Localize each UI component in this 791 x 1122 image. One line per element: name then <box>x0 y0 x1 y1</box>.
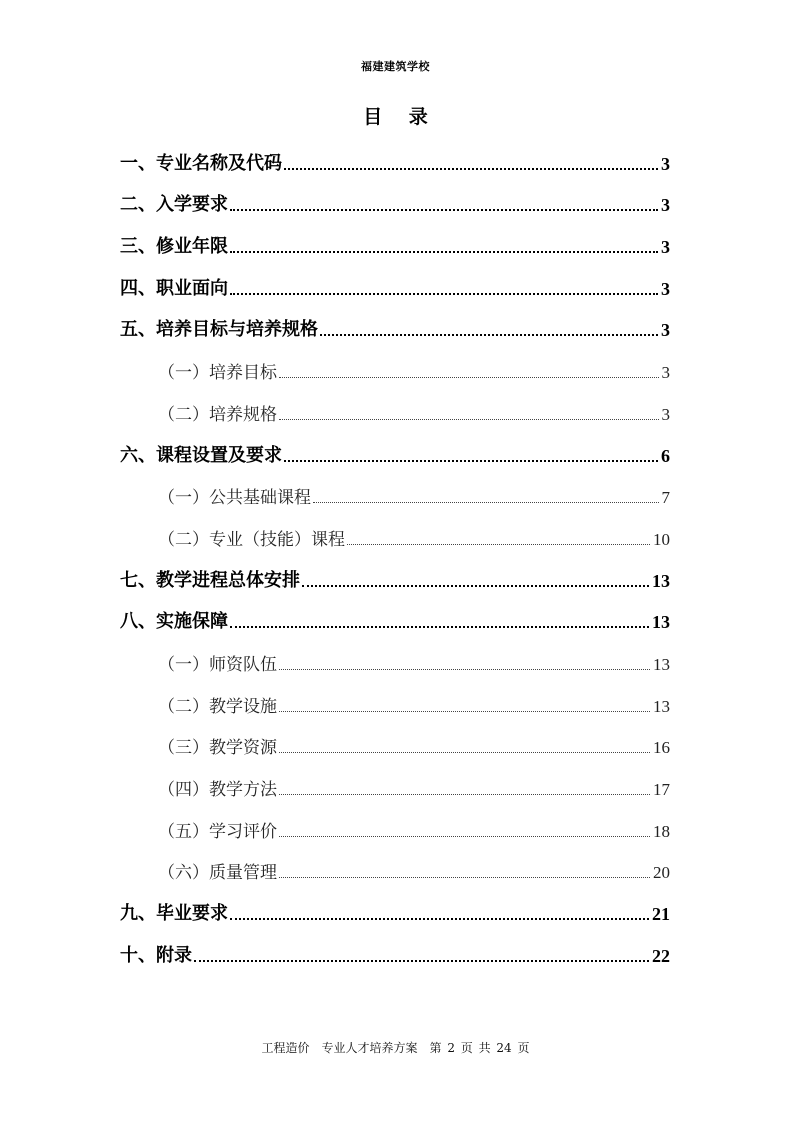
toc-page-number: 21 <box>652 904 670 925</box>
toc-page-number: 3 <box>661 404 670 424</box>
toc-page-number: 3 <box>661 363 670 383</box>
toc-entry[interactable] <box>0 220 791 262</box>
toc-page-number: 18 <box>653 821 670 841</box>
toc-dot-leader <box>279 669 650 670</box>
toc-dot-leader <box>230 918 649 920</box>
toc-entry[interactable] <box>0 929 791 971</box>
toc-subentry[interactable] <box>0 762 791 804</box>
toc-dot-leader <box>194 960 649 962</box>
toc-subentry[interactable] <box>0 637 791 679</box>
toc-entry-label: 六、课程设置及要求 <box>120 444 282 466</box>
toc-entry[interactable] <box>0 554 791 596</box>
toc-dot-leader <box>279 877 650 878</box>
toc-entry-label: 四、职业面向 <box>120 277 228 299</box>
toc-dot-leader <box>279 377 659 378</box>
toc-dot-leader <box>230 209 658 211</box>
toc-page-number: 7 <box>661 488 670 508</box>
toc-entry-label: （二）培养规格 <box>158 404 277 425</box>
toc-entry[interactable] <box>0 262 791 304</box>
toc-subentry[interactable] <box>0 512 791 554</box>
toc-entry-label: 九、毕业要求 <box>120 903 228 925</box>
toc-page-number: 3 <box>661 278 670 299</box>
page-title: 目 录 <box>363 106 438 128</box>
toc-dot-leader <box>279 794 650 795</box>
toc-entry[interactable] <box>0 596 791 638</box>
toc-page-number: 3 <box>661 195 670 216</box>
toc-entry-label: 二、入学要求 <box>120 194 228 216</box>
toc-dot-leader <box>279 419 659 420</box>
toc-entry-label: 七、教学进程总体安排 <box>120 569 300 591</box>
toc-subentry[interactable] <box>0 721 791 763</box>
toc-entry[interactable] <box>0 137 791 179</box>
toc-page-number: 22 <box>652 945 670 966</box>
toc-dot-leader <box>230 251 658 253</box>
toc-entry-label: 八、实施保障 <box>120 611 228 633</box>
page-header-school-name: 福建建筑学校 <box>361 60 430 73</box>
toc-dot-leader <box>347 544 650 545</box>
toc-dot-leader <box>279 836 650 837</box>
toc-page-number: 10 <box>653 529 670 549</box>
toc-page-number: 13 <box>653 696 670 716</box>
toc-page-number: 3 <box>661 237 670 258</box>
toc-page-number: 3 <box>661 320 670 341</box>
toc-dot-leader <box>302 585 649 587</box>
toc-entry-label: 五、培养目标与培养规格 <box>120 319 318 341</box>
toc-entry-label: 三、修业年限 <box>120 236 228 258</box>
toc-entry-label: （六）质量管理 <box>158 863 277 884</box>
toc-page-number: 17 <box>653 780 670 799</box>
toc-dot-leader <box>320 334 658 336</box>
toc-entry-label: （一）师资队伍 <box>158 654 277 675</box>
toc-entry-label: 十、附录 <box>120 944 192 966</box>
toc-entry-label: （四）教学方法 <box>158 780 277 800</box>
toc-entry[interactable] <box>0 887 791 929</box>
toc-page-number: 13 <box>652 612 670 633</box>
toc-entry[interactable] <box>0 304 791 346</box>
toc-entry[interactable] <box>0 429 791 471</box>
toc-entry-label: （一）公共基础课程 <box>158 488 311 509</box>
toc-entry-label: （二）专业（技能）课程 <box>158 529 345 550</box>
toc-dot-leader <box>284 168 658 170</box>
table-of-contents <box>0 137 791 971</box>
toc-dot-leader <box>279 752 650 753</box>
toc-dot-leader <box>230 293 658 295</box>
toc-dot-leader <box>279 711 650 712</box>
toc-page-number: 20 <box>653 863 670 883</box>
toc-page-number: 13 <box>653 654 670 674</box>
toc-subentry[interactable] <box>0 387 791 429</box>
toc-entry[interactable] <box>0 179 791 221</box>
toc-subentry[interactable] <box>0 804 791 846</box>
toc-subentry[interactable] <box>0 846 791 888</box>
page-footer: 工程造价 专业人才培养方案 第 2 页 共 24 页 <box>261 1041 530 1055</box>
toc-entry-label: （二）教学设施 <box>158 696 277 717</box>
toc-dot-leader <box>230 626 649 628</box>
toc-page-number: 3 <box>661 153 670 174</box>
toc-subentry[interactable] <box>0 345 791 387</box>
toc-entry-label: （一）培养目标 <box>158 363 277 384</box>
toc-entry-label: 一、专业名称及代码 <box>120 152 282 174</box>
toc-subentry[interactable] <box>0 679 791 721</box>
toc-entry-label: （五）学习评价 <box>158 821 277 842</box>
toc-page-number: 16 <box>653 738 670 758</box>
toc-page-number: 13 <box>652 570 670 591</box>
toc-dot-leader <box>284 460 658 462</box>
toc-subentry[interactable] <box>0 471 791 513</box>
toc-dot-leader <box>313 502 659 503</box>
toc-entry-label: （三）教学资源 <box>158 738 277 759</box>
toc-page-number: 6 <box>661 445 670 466</box>
